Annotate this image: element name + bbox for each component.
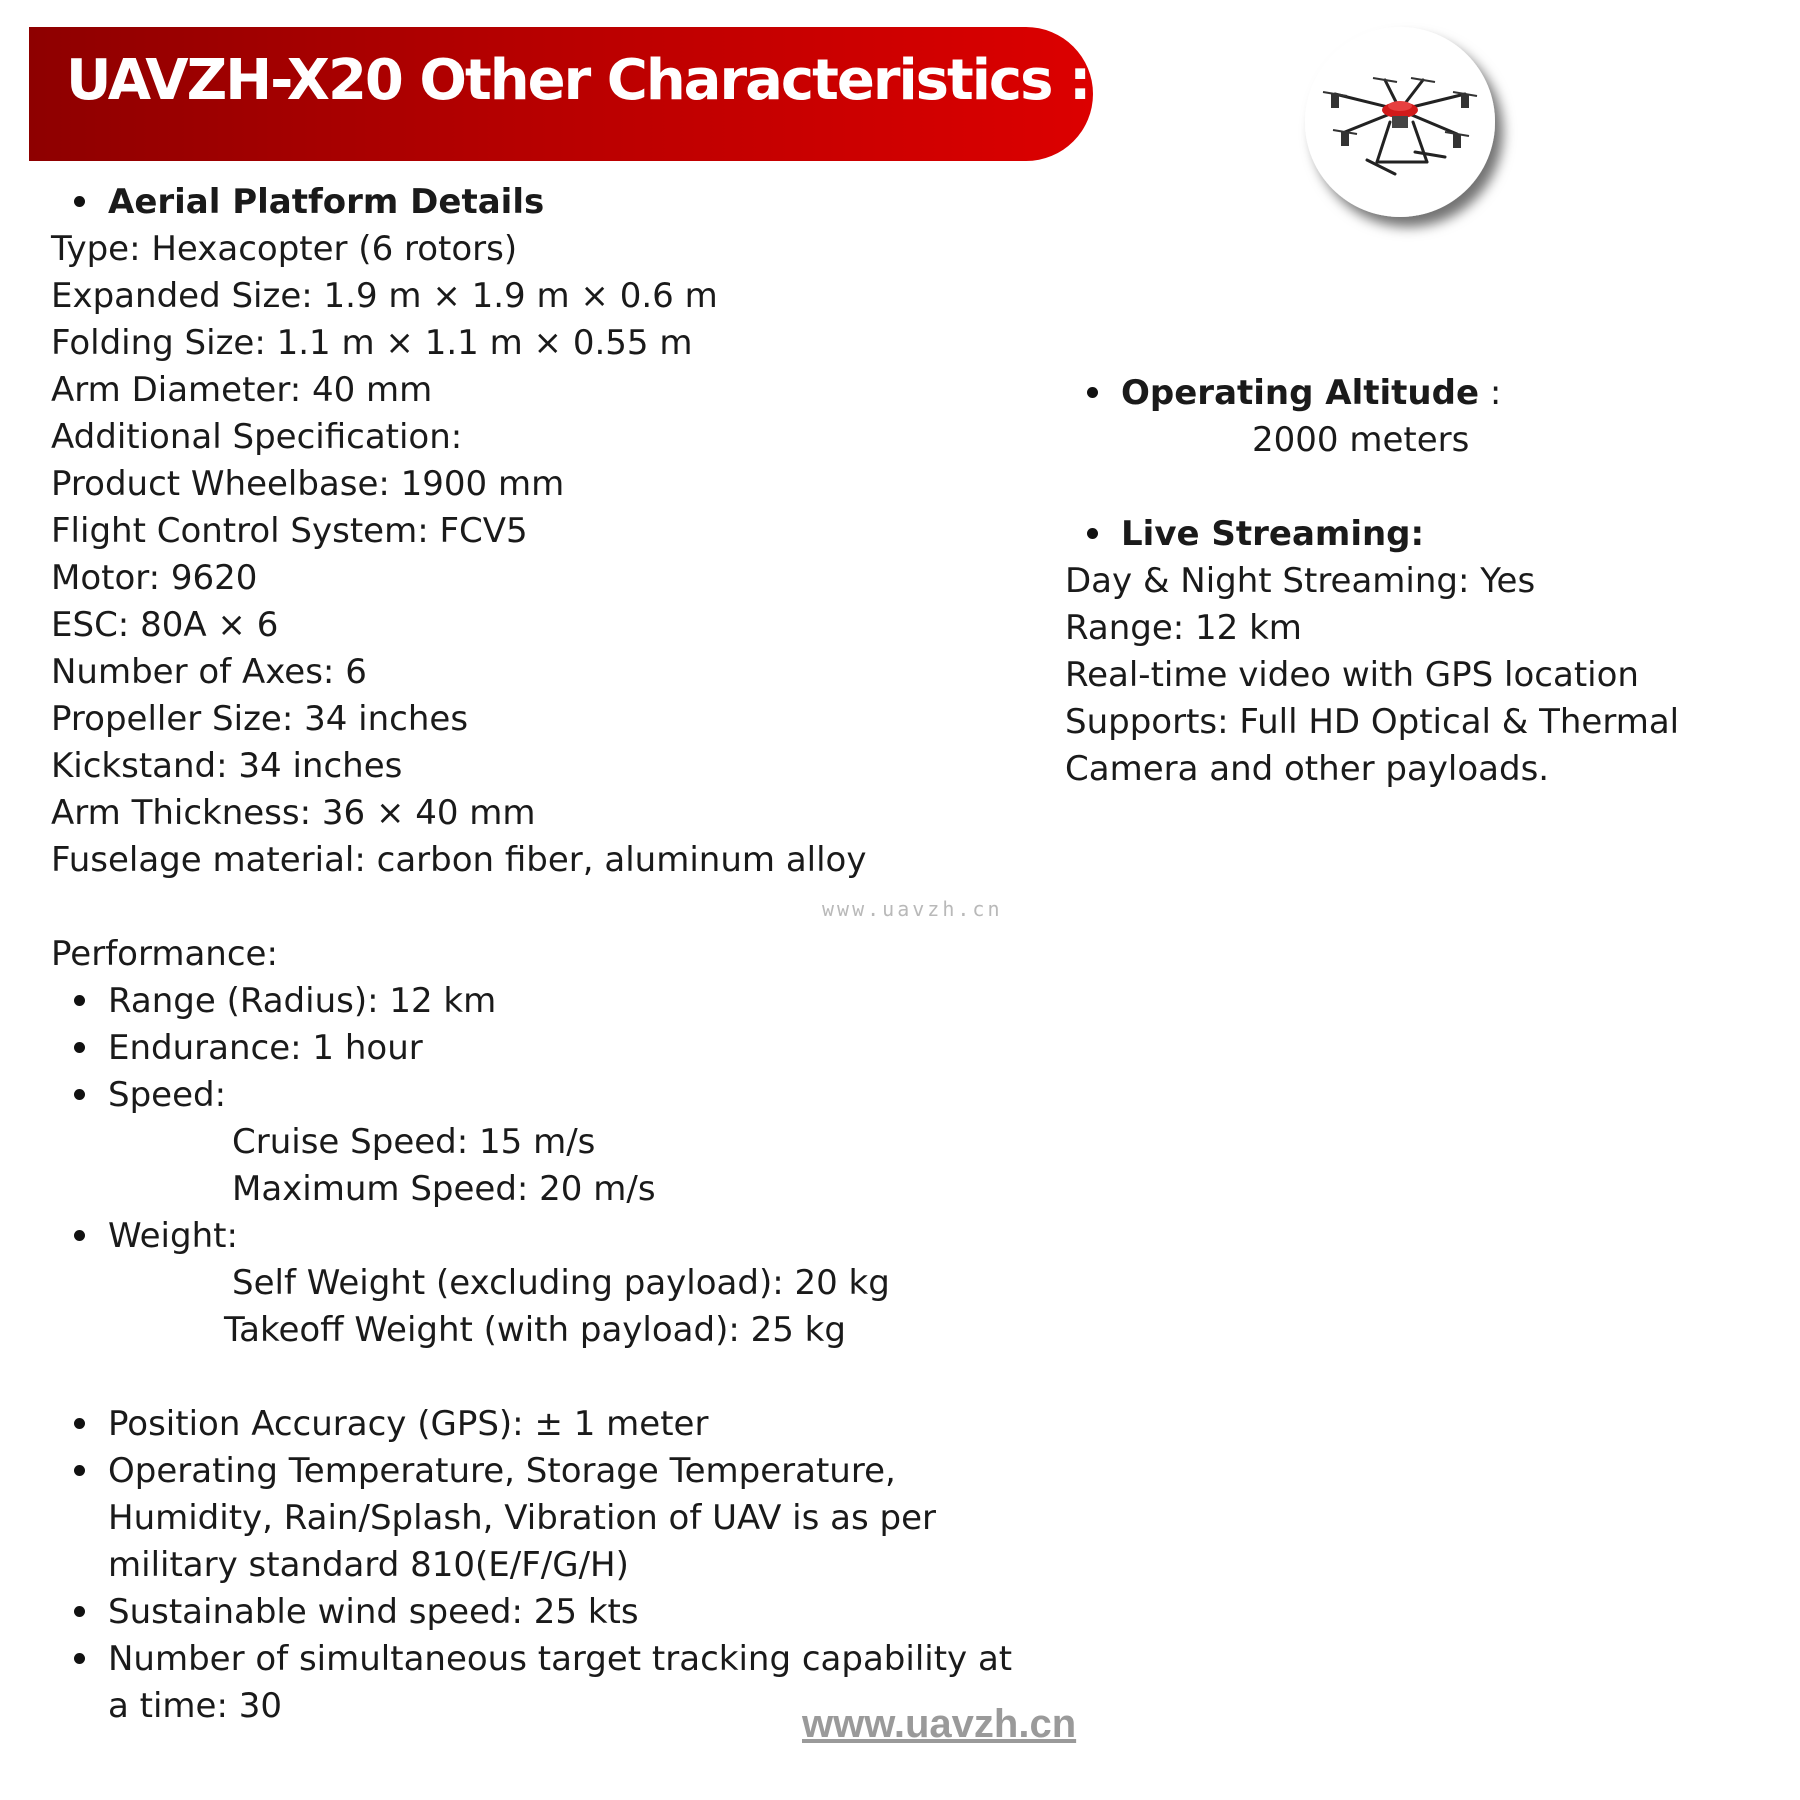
spec-line: Motor: 9620 — [51, 558, 258, 598]
bullet-icon — [74, 1089, 85, 1100]
environment-line: Humidity, Rain/Splash, Vibration of UAV is as per — [108, 1498, 936, 1538]
environment-line: Operating Temperature, Storage Temperature, — [108, 1451, 896, 1491]
spec-line: Number of Axes: 6 — [51, 652, 367, 692]
spec-line: Type: Hexacopter (6 rotors) — [51, 229, 518, 269]
performance-endurance: Endurance: 1 hour — [108, 1028, 423, 1068]
performance-range: Range (Radius): 12 km — [108, 981, 497, 1021]
streaming-line: Camera and other payloads. — [1065, 749, 1550, 789]
bullet-icon — [1087, 528, 1098, 539]
performance-weight: Weight: — [108, 1216, 238, 1256]
wind-speed: Sustainable wind speed: 25 kts — [108, 1592, 639, 1632]
bullet-icon — [74, 196, 85, 207]
aerial-platform-heading: Aerial Platform Details — [108, 182, 545, 222]
operating-altitude-label: Operating Altitude — [1121, 373, 1480, 413]
spec-line: Fuselage material: carbon fiber, aluminum alloy — [51, 840, 867, 880]
bullet-icon — [74, 1606, 85, 1617]
self-weight: Self Weight (excluding payload): 20 kg — [232, 1263, 890, 1303]
streaming-line: Range: 12 km — [1065, 608, 1302, 648]
tracking-line: Number of simultaneous target tracking capability at — [108, 1639, 1013, 1679]
tracking-line: a time: 30 — [108, 1686, 282, 1726]
streaming-line: Supports: Full HD Optical & Thermal — [1065, 702, 1680, 742]
bullet-icon — [74, 1653, 85, 1664]
bullet-icon — [74, 1465, 85, 1476]
position-accuracy: Position Accuracy (GPS): ± 1 meter — [108, 1404, 709, 1444]
spec-line: Flight Control System: FCV5 — [51, 511, 528, 551]
website-link[interactable]: www.uavzh.cn — [802, 1702, 1077, 1746]
streaming-line: Day & Night Streaming: Yes — [1065, 561, 1536, 601]
watermark-text: www.uavzh.cn — [822, 897, 1003, 921]
hexacopter-drone-icon — [1295, 22, 1525, 252]
bullet-icon — [74, 1418, 85, 1429]
spec-line: Additional Specification: — [51, 417, 463, 457]
bullet-icon — [74, 1230, 85, 1241]
bullet-icon — [74, 1042, 85, 1053]
max-speed: Maximum Speed: 20 m/s — [232, 1169, 656, 1209]
spec-line: Propeller Size: 34 inches — [51, 699, 469, 739]
spec-line: Kickstand: 34 inches — [51, 746, 403, 786]
spec-line: Expanded Size: 1.9 m × 1.9 m × 0.6 m — [51, 276, 718, 316]
bullet-icon — [74, 995, 85, 1006]
page-title: UAVZH-X20 Other Characteristics : — [66, 48, 1090, 113]
spec-line: Arm Diameter: 40 mm — [51, 370, 433, 410]
spec-line: Arm Thickness: 36 × 40 mm — [51, 793, 536, 833]
operating-altitude-heading — [1121, 373, 1501, 413]
cruise-speed: Cruise Speed: 15 m/s — [232, 1122, 596, 1162]
streaming-line: Real-time video with GPS location — [1065, 655, 1639, 695]
spec-line: Folding Size: 1.1 m × 1.1 m × 0.55 m — [51, 323, 693, 363]
takeoff-weight: Takeoff Weight (with payload): 25 kg — [224, 1310, 846, 1350]
performance-speed: Speed: — [108, 1075, 227, 1115]
environment-line: military standard 810(E/F/G/H) — [108, 1545, 629, 1585]
operating-altitude-value: 2000 meters — [1252, 420, 1470, 460]
spec-line: Product Wheelbase: 1900 mm — [51, 464, 565, 504]
live-streaming-heading: Live Streaming: — [1121, 514, 1425, 554]
performance-heading: Performance: — [51, 934, 278, 974]
operating-altitude-colon: : — [1479, 373, 1502, 413]
spec-line: ESC: 80A × 6 — [51, 605, 279, 645]
bullet-icon — [1087, 387, 1098, 398]
